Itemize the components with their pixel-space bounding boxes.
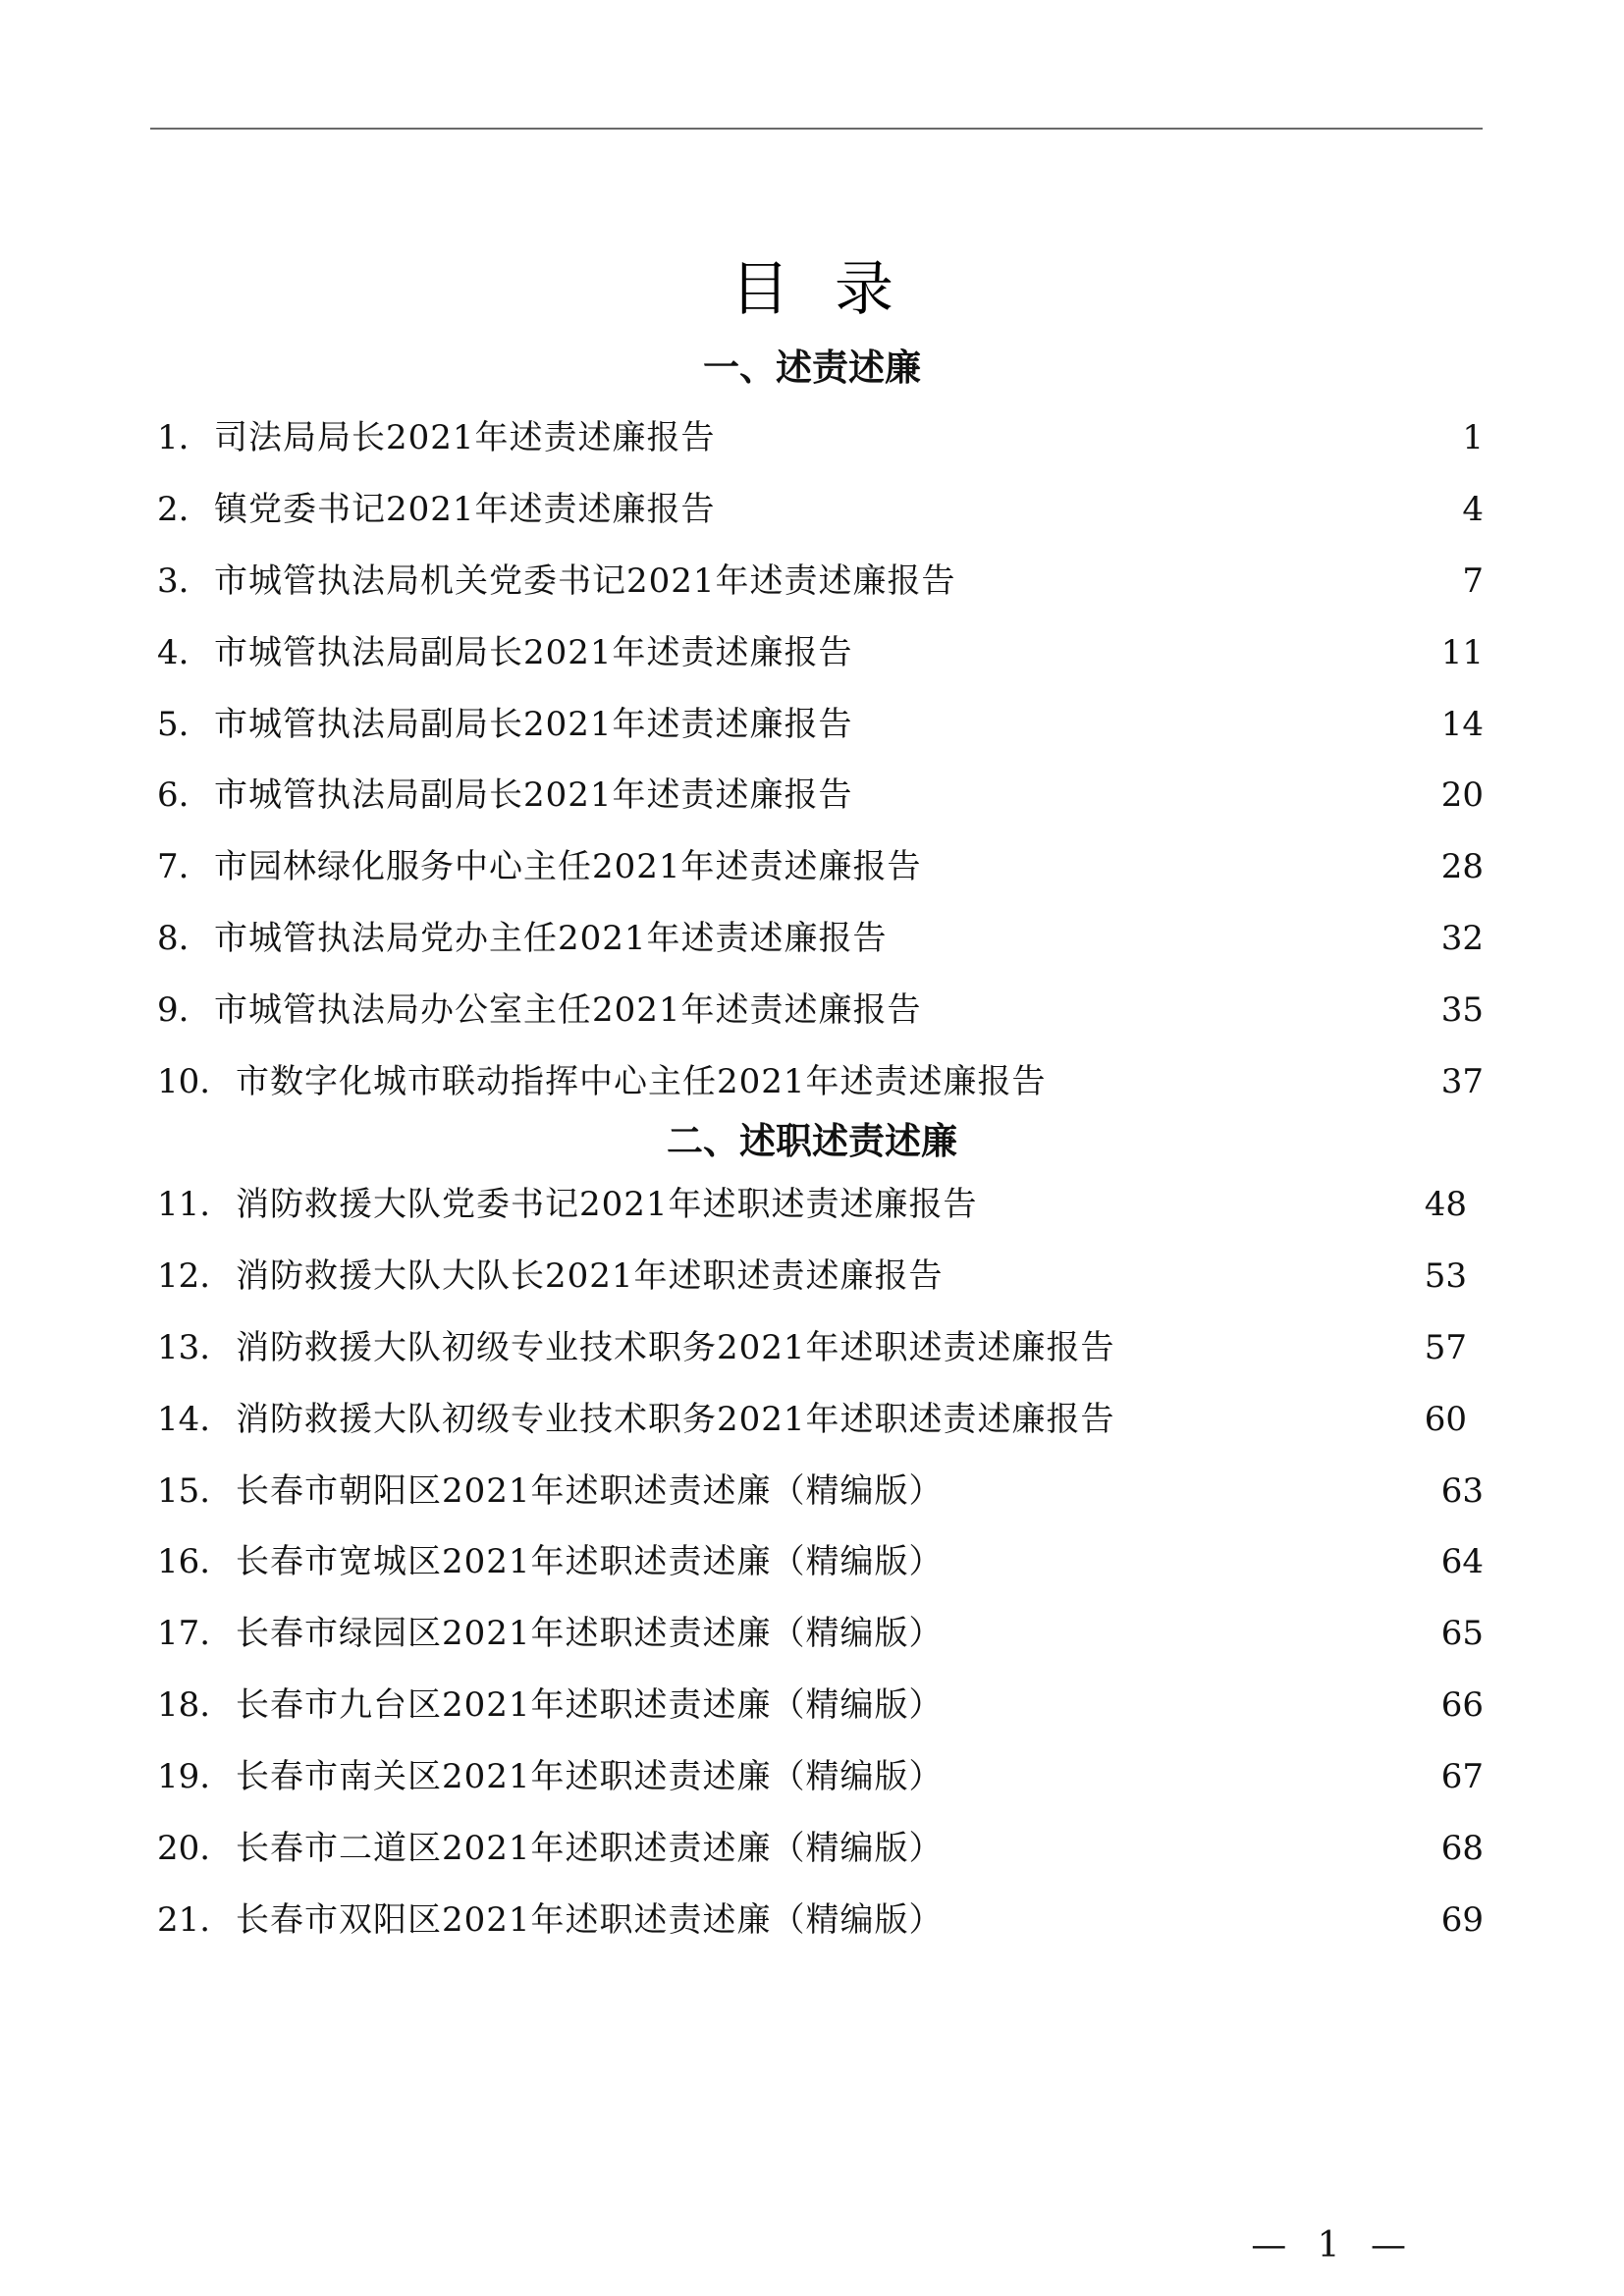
toc-entry-page: 57 [1424,1327,1467,1367]
toc-entry-page: 66 [1440,1685,1484,1726]
toc-entry-title: 市城管执法局副局长2021年述责述廉报告 [214,775,853,816]
toc-entry-number: 18. [157,1685,211,1726]
toc-entry-number: 1. [157,418,189,457]
toc-entry[interactable] [0,1821,1624,1893]
toc-entry-page: 11 [1440,632,1484,672]
header-rule [150,128,1483,130]
toc-entry-page: 65 [1440,1614,1484,1654]
toc-entry[interactable] [0,482,1624,554]
toc-entry-title: 消防救援大队初级专业技术职务2021年述职述责述廉报告 [236,1327,1115,1367]
toc-entry-number: 20. [157,1829,211,1869]
toc-entry[interactable] [0,1749,1624,1821]
toc-entry-page: 69 [1440,1899,1484,1940]
toc-entry-number: 12. [157,1255,211,1296]
toc-entry[interactable] [0,625,1624,697]
toc-entry-number: 8. [157,919,189,959]
toc-entry-title: 市城管执法局党办主任2021年述责述廉报告 [214,919,888,959]
page-title: 目录 [731,255,939,325]
toc-entry[interactable] [0,768,1624,839]
toc-entry-title: 市园林绿化服务中心主任2021年述责述廉报告 [214,847,922,887]
toc-entry[interactable] [0,1249,1624,1320]
toc-entry-page: 63 [1440,1470,1484,1511]
toc-entry-title: 市城管执法局副局长2021年述责述廉报告 [214,704,853,744]
toc-entry[interactable] [0,1464,1624,1535]
toc-list [0,410,1624,1126]
toc-entry-title: 消防救援大队党委书记2021年述职述责述廉报告 [236,1185,978,1224]
toc-entry-page: 64 [1440,1542,1484,1582]
toc-entry[interactable] [0,983,1624,1054]
toc-entry-title: 长春市宽城区2021年述职述责述廉（精编版） [236,1542,944,1582]
toc-entry-page: 7 [1462,561,1484,601]
toc-list [0,1177,1624,1964]
toc-entry-page: 20 [1440,775,1484,816]
toc-entry-number: 15. [157,1470,211,1511]
toc-entry-title: 长春市绿园区2021年述职述责述廉（精编版） [236,1614,944,1654]
toc-entry-page: 32 [1440,919,1484,959]
toc-entry-title: 长春市九台区2021年述职述责述廉（精编版） [236,1685,944,1726]
toc-entry[interactable] [0,1392,1624,1464]
toc-entry[interactable] [0,1177,1624,1249]
toc-entry[interactable] [0,1893,1624,1964]
toc-entry-page: 37 [1440,1062,1484,1102]
toc-entry-title: 消防救援大队大队长2021年述职述责述廉报告 [236,1255,944,1296]
toc-entry-number: 11. [157,1185,211,1224]
toc-entry-title: 司法局局长2021年述责述廉报告 [214,418,716,457]
toc-entry-number: 14. [157,1399,211,1439]
toc-entry-number: 5. [157,704,189,744]
toc-entry[interactable] [0,911,1624,983]
toc-entry[interactable] [0,839,1624,911]
toc-entry[interactable] [0,1534,1624,1606]
section-heading: 一、述责述廉 [703,347,921,389]
toc-entry-number: 21. [157,1899,211,1940]
toc-entry-page: 4 [1462,489,1484,529]
toc-entry-number: 13. [157,1327,211,1367]
toc-entry-page: 48 [1424,1185,1467,1224]
toc-entry-number: 3. [157,561,189,601]
toc-entry-title: 长春市南关区2021年述职述责述廉（精编版） [236,1757,944,1797]
toc-entry-number: 4. [157,632,189,672]
toc-entry-page: 68 [1440,1829,1484,1869]
toc-entry-title: 长春市朝阳区2021年述职述责述廉（精编版） [236,1470,944,1511]
toc-entry-title: 市城管执法局办公室主任2021年述责述廉报告 [214,990,922,1031]
toc-entry-page: 53 [1424,1255,1467,1296]
toc-entry-number: 10. [157,1062,211,1102]
toc-entry[interactable] [0,1606,1624,1678]
toc-entry-title: 市城管执法局副局长2021年述责述廉报告 [214,632,853,672]
toc-entry-number: 16. [157,1542,211,1582]
toc-entry-title: 市城管执法局机关党委书记2021年述责述廉报告 [214,561,956,601]
toc-entry[interactable] [0,697,1624,769]
toc-entry[interactable] [0,554,1624,625]
toc-entry-title: 消防救援大队初级专业技术职务2021年述职述责述廉报告 [236,1399,1115,1439]
toc-entry-page: 60 [1424,1399,1467,1439]
toc-entry-page: 28 [1440,847,1484,887]
page-number: — 1 — [1251,2225,1416,2266]
toc-entry[interactable] [0,1320,1624,1392]
section-heading: 二、述职述责述廉 [667,1120,957,1162]
toc-entry-page: 67 [1440,1757,1484,1797]
toc-entry[interactable] [0,1678,1624,1749]
toc-entry-title: 长春市二道区2021年述职述责述廉（精编版） [236,1829,944,1869]
toc-entry-number: 2. [157,489,189,529]
toc-entry-number: 7. [157,847,189,887]
toc-entry-number: 9. [157,990,189,1031]
toc-entry-title: 市数字化城市联动指挥中心主任2021年述责述廉报告 [236,1062,1047,1102]
toc-entry-number: 6. [157,775,189,816]
toc-entry-title: 镇党委书记2021年述责述廉报告 [214,489,716,529]
toc-entry-title: 长春市双阳区2021年述职述责述廉（精编版） [236,1899,944,1940]
toc-entry-page: 35 [1440,990,1484,1031]
toc-entry-page: 1 [1462,418,1484,457]
toc-entry[interactable] [0,410,1624,482]
toc-entry-page: 14 [1440,704,1484,744]
toc-entry-number: 19. [157,1757,211,1797]
toc-entry-number: 17. [157,1614,211,1654]
